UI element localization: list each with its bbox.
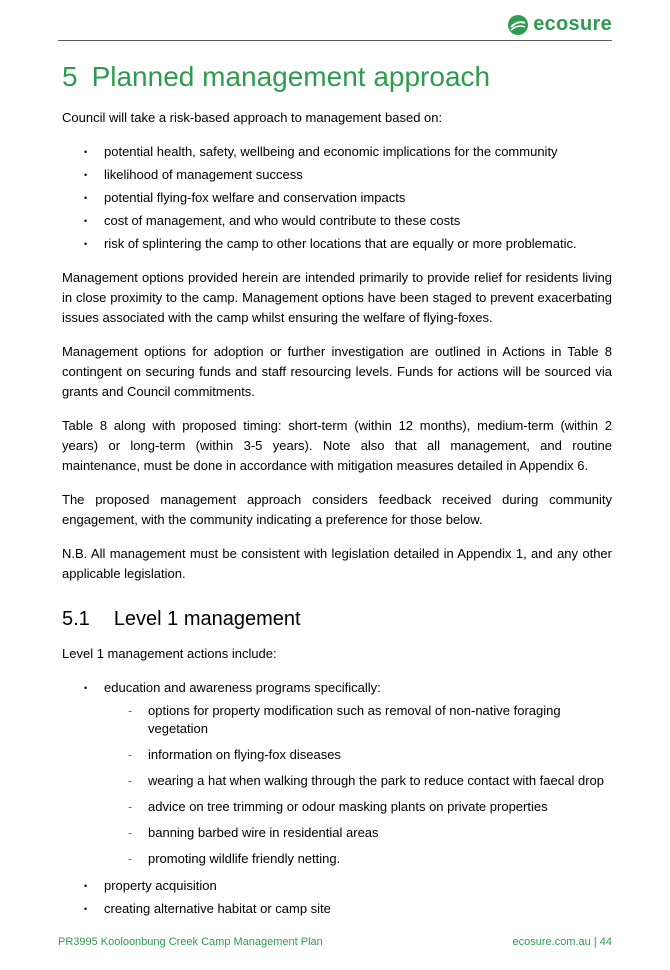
paragraph: Management options provided herein are intended primarily to provide relief for residents living in close proximity to the camp. Management options have been staged to prevent exacerbating issues associated with the camp whilst ensuring the welfare of flying-foxes. bbox=[62, 270, 612, 325]
footer-page-info bbox=[513, 936, 613, 948]
sublist-item: - information on flying-fox diseases bbox=[104, 746, 612, 764]
list-item: • creating alternative habitat or camp site bbox=[62, 899, 612, 919]
sublist-item: - options for property modification such as removal of non-native foraging vegetation bbox=[104, 702, 612, 738]
subsection-number: 5.1 bbox=[62, 608, 90, 630]
paragraph: Management options for adoption or further investigation are outlined in Actions in Table 8 contingent on securing funds and staff resourcing levels. Funds for actions will be sourced via grants and Council commitments. bbox=[62, 344, 612, 399]
subsection-intro: Level 1 management actions include: bbox=[62, 646, 277, 661]
page-header bbox=[58, 10, 612, 41]
list-item bbox=[62, 678, 612, 868]
section-heading bbox=[62, 58, 612, 96]
subsection-title: Level 1 management bbox=[113, 608, 301, 630]
footer-page-number: 44 bbox=[599, 936, 612, 948]
footer-website: ecosure.com.au bbox=[512, 936, 591, 948]
ecosure-logo bbox=[507, 13, 612, 36]
footer-document-title: PR3995 Kooloonbung Creek Camp Management Plan bbox=[58, 936, 323, 948]
sublist-item: - wearing a hat when walking through the park to reduce contact with faecal drop bbox=[104, 772, 612, 790]
footer-separator: | bbox=[593, 936, 597, 948]
paragraph: The proposed management approach considers feedback received during community engagement, with the community indicating a preference for those below. bbox=[62, 492, 612, 527]
sublist-item: - banning barbed wire in residential areas bbox=[104, 824, 612, 842]
logo-text: ecosure bbox=[533, 13, 612, 35]
section-title: Planned management approach bbox=[91, 61, 491, 92]
sublist-item: - advice on tree trimming or odour masking plants on private properties bbox=[104, 798, 612, 816]
education-sublist bbox=[104, 702, 612, 868]
leaf-icon bbox=[507, 14, 529, 36]
paragraph: Table 8 along with proposed timing: short-term (within 12 months), medium-term (within 2 years) or long-term (within 3-5 years). Note also that all management, and routine maintenance, must be done in accordance with mitigation measures detailed in Appendix 6. bbox=[62, 418, 612, 473]
paragraph: N.B. All management must be consistent with legislation detailed in Appendix 1, and any other applicable legislation. bbox=[62, 546, 612, 581]
section-intro: Council will take a risk-based approach to management based on: bbox=[62, 110, 443, 125]
section-number: 5 bbox=[62, 61, 78, 92]
list-item: • potential flying-fox welfare and conservation impacts bbox=[62, 188, 612, 208]
list-item: • property acquisition bbox=[62, 876, 612, 896]
list-item: • cost of management, and who would contribute to these costs bbox=[62, 211, 612, 231]
list-item: • potential health, safety, wellbeing and economic implications for the community bbox=[62, 142, 612, 162]
subsection-heading bbox=[62, 606, 612, 632]
sublist-item: - promoting wildlife friendly netting. bbox=[104, 850, 612, 868]
list-item: • risk of splintering the camp to other locations that are equally or more problematic. bbox=[62, 234, 612, 254]
education-label: education and awareness programs specifically: bbox=[104, 680, 381, 695]
page-content bbox=[62, 58, 612, 933]
list-item: • likelihood of management success bbox=[62, 165, 612, 185]
criteria-list bbox=[62, 142, 612, 254]
actions-list bbox=[62, 678, 612, 919]
